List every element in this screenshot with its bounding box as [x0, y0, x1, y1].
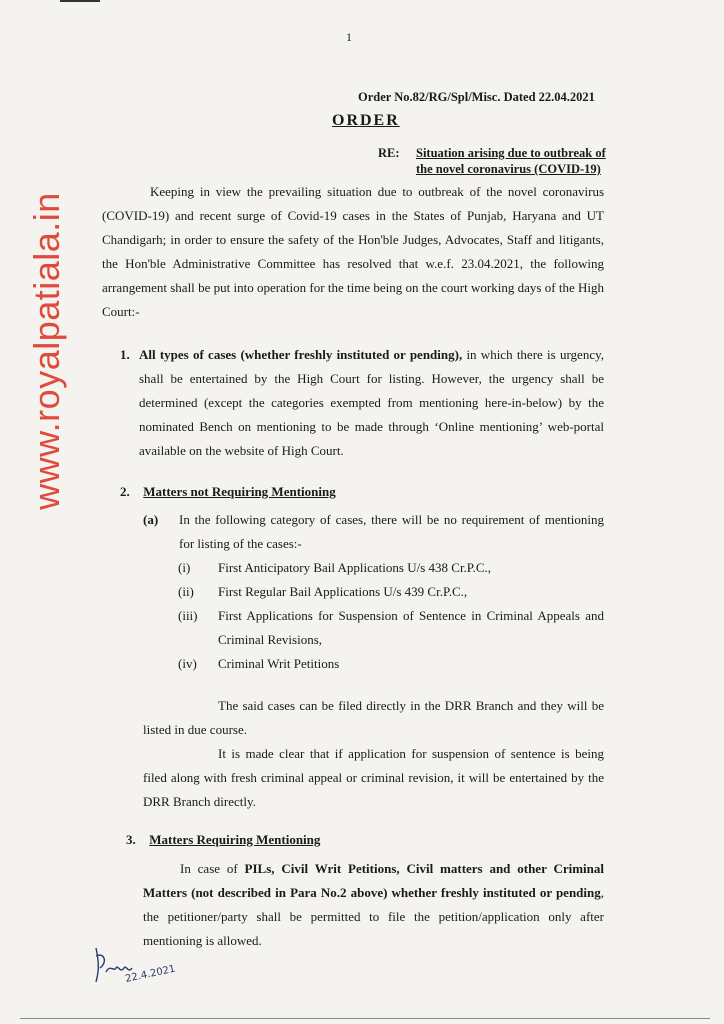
item-3-title: Matters Requiring Mentioning — [149, 832, 321, 847]
item-2a-label: (a) — [143, 512, 159, 527]
item-1-text: in which there is urgency, shall be entertained by the High Court for listing. However, the urgency shall be determined (except the categories exempted from mentioning here-in-below) by the nominated Bench on mentioning to be made through ‘Online mentioning’ web-portal available on the website of High Court. — [139, 347, 604, 458]
top-rule — [60, 0, 100, 2]
list-item — [178, 580, 604, 604]
item-2a — [143, 508, 604, 556]
subject-text: Situation arising due to outbreak of the novel coronavirus (COVID-19) — [416, 146, 606, 176]
list-item-number: (ii) — [178, 584, 194, 599]
item-1 — [120, 343, 604, 463]
list-item-text: First Anticipatory Bail Applications U/s 438 Cr.P.C., — [218, 560, 492, 575]
category-list — [178, 556, 604, 676]
item-3-number: 3. — [126, 832, 136, 847]
item-3-paragraph — [143, 857, 604, 953]
page-number: 1 — [346, 30, 352, 44]
item-2a-text: In the following category of cases, there will be no requirement of mentioning for listing of the cases:- — [179, 512, 604, 551]
list-item — [178, 604, 604, 652]
signature-date: 22.4.2021 — [124, 963, 177, 985]
order-title: ORDER — [332, 112, 400, 129]
list-item-text: First Regular Bail Applications U/s 439 Cr.P.C., — [218, 584, 468, 599]
order-number: Order No.82/RG/Spl/Misc. Dated 22.04.2021 — [358, 90, 595, 104]
handwritten-signature — [90, 938, 190, 988]
list-item-text: Criminal Writ Petitions — [218, 656, 340, 671]
item-1-body — [139, 343, 604, 463]
item-2-title: Matters not Requiring Mentioning — [143, 484, 336, 499]
subject-label: RE: — [378, 146, 400, 160]
bottom-rule — [20, 1018, 710, 1019]
subject-line — [378, 145, 618, 177]
list-item — [178, 652, 604, 676]
watermark: www.royalpatiala.in — [26, 192, 67, 510]
item-3-bold: PILs, Civil Writ Petitions, Civil matters and other Criminal Matters (not described in Para No.2 above) whether freshly instituted or pending — [143, 861, 605, 900]
list-item-number: (iii) — [178, 608, 198, 623]
list-item — [178, 556, 604, 580]
item-2-paragraph-1: The said cases can be filed directly in the DRR Branch and they will be listed in due course. — [143, 698, 604, 737]
item-1-number: 1. — [120, 347, 130, 362]
list-item-number: (iv) — [178, 656, 197, 671]
item-2-heading — [120, 484, 336, 500]
intro-paragraph: Keeping in view the prevailing situation due to outbreak of the novel coronavirus (COVID-19) and recent surge of Covid-19 cases in the States of Punjab, Haryana and UT Chandigarh; in order to ensure the safety of the Hon'ble Judges, Advocates, Staff and litigants, the Hon'ble Administrative Committee has resolved that w.e.f. 23.04.2021, the following arrangement shall be put into operation for the time being on the court working days of the High Court:- — [102, 184, 604, 319]
item-3-text-1: In case of — [180, 861, 245, 876]
list-item-number: (i) — [178, 560, 191, 575]
item-2-paragraph-2: It is made clear that if application for suspension of sentence is being filed along with fresh criminal appeal or criminal revision, it will be entertained by the DRR Branch directly. — [143, 746, 604, 809]
item-3-heading — [126, 832, 320, 848]
item-1-bold: All types of cases (whether freshly instituted or pending), — [139, 347, 463, 362]
list-item-text: First Applications for Suspension of Sentence in Criminal Appeals and Criminal Revisions, — [218, 608, 604, 647]
item-3-text-2: , the petitioner/party shall be permitted to file the petition/application only after mentioning is allowed. — [143, 885, 604, 948]
item-2-number: 2. — [120, 484, 130, 499]
